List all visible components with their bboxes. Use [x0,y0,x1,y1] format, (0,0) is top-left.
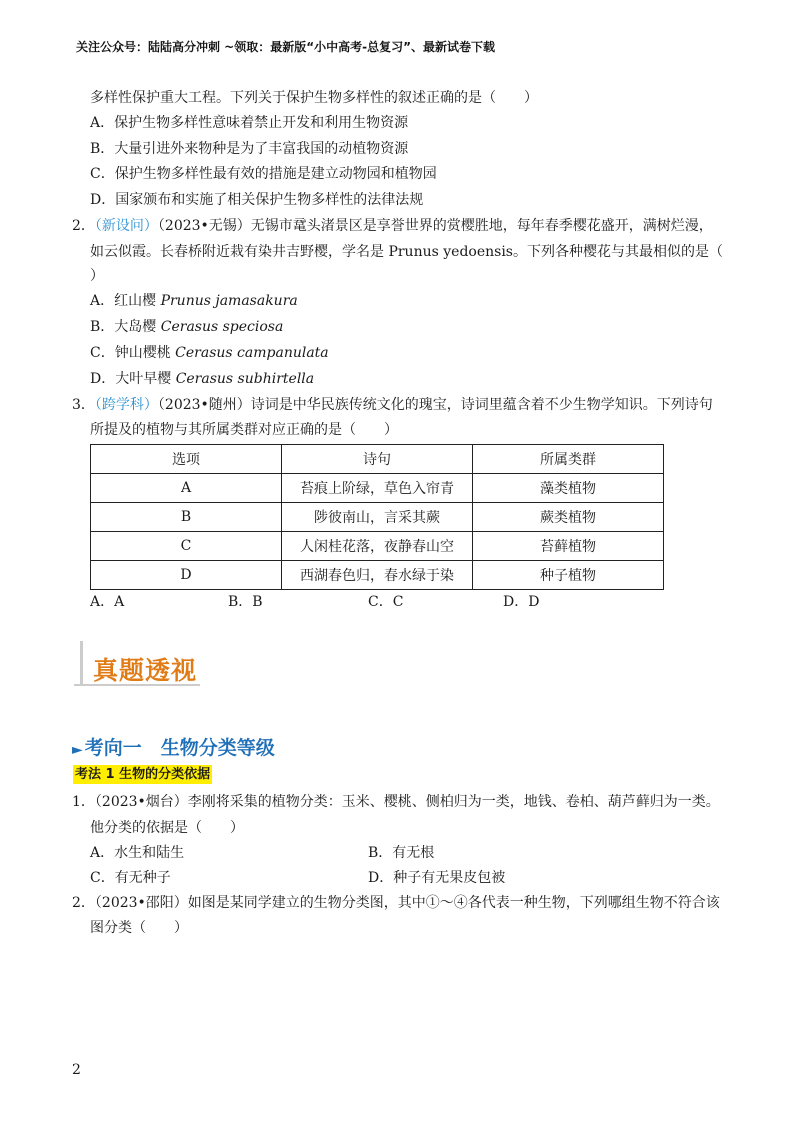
q3-text1: （2023•随州）诗词是中华民族传统文化的瑰宝，诗词里蕴含着不少生物学知识。下列诗句 [157,397,713,413]
q5-number: 2． [72,895,95,911]
q2-option-c-label: C．钟山樱桃 [90,345,176,361]
q1-stem: 多样性保护重大工程。下列关于保护生物多样性的叙述正确的是（ ） [90,90,538,106]
section-title: 考向一 生物分类等级 [84,737,275,759]
page-header: 关注公众号：陆陆高分冲刺 ~领取：最新版“小中高考-总复习”、最新试卷下载 [76,40,495,54]
q4-option-a: A．水生和陆生 [90,845,185,861]
q2-number: 2． [72,218,95,234]
q3-line1 [72,395,713,415]
q2-option-b [90,317,283,337]
q5-text1: （2023•邵阳）如图是某同学建立的生物分类图，其中①～④各代表一种生物，下列哪组生物不符合该 [94,895,720,911]
q2-line3: ） [90,268,104,284]
kaofa-label: 考法 1 生物的分类依据 [75,767,211,782]
q4-line1 [72,792,720,812]
q4-option-d: D．种子有无果皮包被 [368,870,506,886]
q3-answer-d: D．D [503,594,540,610]
q2-option-a-label: A．红山樱 [90,293,161,309]
q2-text1: （2023•无锡）无锡市鼋头渚景区是享誉世界的赏樱胜地，每年春季樱花盛开，满树烂漫， [157,218,713,234]
section-heading [72,733,275,760]
table-cell: 蕨类植物 [473,503,664,532]
q2-tag: （新设问） [94,218,158,234]
q3-answer-b: B．B [228,594,263,610]
table-cell: A [91,474,282,503]
q2-line1 [72,216,713,236]
q2-option-b-latin: Cerasus speciosa [160,319,284,335]
q2-option-d [90,369,314,389]
banner-title: 真题透视 [93,656,198,685]
table-cell: D [91,561,282,590]
table-cell: 苔藓植物 [473,532,664,561]
table-cell: 种子植物 [473,561,664,590]
q2-option-a [90,291,298,311]
table-row [91,532,664,561]
q4-line2: 他分类的依据是（ ） [90,820,244,836]
table-header-row [91,445,664,474]
table-cell: 人闲桂花落，夜静春山空 [282,532,473,561]
triangle-right-icon: ► [72,742,83,758]
q3-line2: 所提及的植物与其所属类群对应正确的是（ ） [90,422,398,438]
q3-table [90,444,664,590]
q4-text1: （2023•烟台）李刚将采集的植物分类：玉米、樱桃、侧柏归为一类，地钱、卷柏、葫芦藓归为一类。 [94,794,720,810]
q1-option-a: A．保护生物多样性意味着禁止开发和利用生物资源 [90,115,409,131]
table-cell: 苔痕上阶绿，草色入帘青 [282,474,473,503]
banner-divider-vertical [80,641,83,685]
q1-option-d: D．国家颁布和实施了相关保护生物多样性的法律法规 [90,192,424,208]
table-row [91,474,664,503]
q3-tag: （跨学科） [94,397,158,413]
table-row [91,561,664,590]
q5-line1 [72,893,720,913]
q2-option-a-latin: Prunus jamasakura [160,293,298,309]
q2-option-b-label: B．大岛樱 [90,319,161,335]
q4-option-c: C．有无种子 [90,870,171,886]
table-cell: 西湖春色归，春水绿于染 [282,561,473,590]
q4-option-b: B．有无根 [368,845,435,861]
table-cell: 藻类植物 [473,474,664,503]
q4-number: 1． [72,794,95,810]
q2-option-c-latin: Cerasus campanulata [175,345,329,361]
table-row [91,503,664,532]
table-header-cell: 所属类群 [473,445,664,474]
table-cell: C [91,532,282,561]
q2-line2: 如云似霞。长春桥附近栽有染井吉野樱，学名是 Prunus yedoensis。下列各种樱花与其最相似的是（ [90,244,723,260]
q3-number: 3． [72,397,95,413]
page-number: 2 [72,1062,81,1078]
q5-line2: 图分类（ ） [90,920,188,936]
q1-option-c: C．保护生物多样性最有效的措施是建立动物园和植物园 [90,166,437,182]
table-header-cell: 选项 [91,445,282,474]
q2-option-c [90,343,329,363]
q2-option-d-latin: Cerasus subhirtella [175,371,315,387]
q3-answer-c: C．C [368,594,404,610]
q2-option-d-label: D．大叶早樱 [90,371,176,387]
table-cell: 陟彼南山，言采其蕨 [282,503,473,532]
table-cell: B [91,503,282,532]
q3-answer-a: A．A [90,594,125,610]
q1-option-b: B．大量引进外来物种是为了丰富我国的动植物资源 [90,141,409,157]
table-header-cell: 诗句 [282,445,473,474]
